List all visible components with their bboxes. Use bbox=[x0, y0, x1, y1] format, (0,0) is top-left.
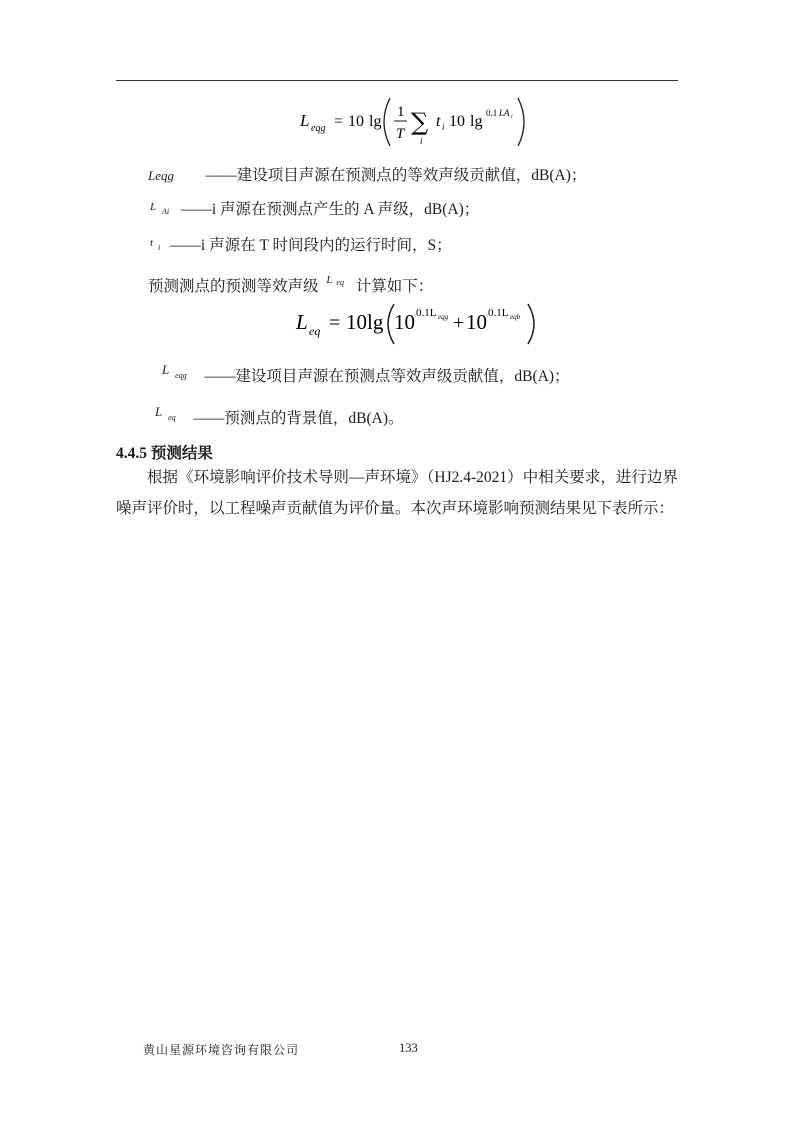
formula1-ten: 10 bbox=[348, 113, 364, 130]
formula-leq bbox=[290, 296, 550, 351]
calc-intro bbox=[148, 274, 433, 296]
def2-leq-row bbox=[155, 406, 404, 428]
def-leqg-row bbox=[148, 163, 586, 185]
formula1-left-paren bbox=[384, 98, 390, 146]
def-ti-text: ——i 声源在 T 时间段内的运行时间，S； bbox=[169, 237, 452, 254]
section-heading bbox=[116, 441, 213, 463]
formula1-lg: lg bbox=[369, 113, 382, 130]
formula1-lhs: L bbox=[300, 111, 310, 130]
formula2-eq: = bbox=[329, 312, 341, 334]
calc-intro-after: 计算如下： bbox=[355, 278, 434, 295]
formula1-exp-l: LA bbox=[499, 108, 510, 118]
def2-leq-text: ——预测点的背景值，dB(A)。 bbox=[193, 410, 404, 427]
def-ti-symbol: t bbox=[150, 237, 154, 249]
formula2-base1: 10 bbox=[394, 310, 415, 334]
formula1-exp: 0.1 bbox=[486, 108, 498, 118]
formula2-base2: 10 bbox=[466, 310, 487, 334]
formula2-exp1-sub: eqg bbox=[438, 313, 449, 321]
def2-leqg-row bbox=[162, 364, 570, 386]
section-title: 预测结果 bbox=[150, 445, 213, 462]
formula1-sigma: ∑ bbox=[411, 108, 429, 136]
def-ti-sub: i bbox=[157, 243, 161, 252]
formula1-sigma-sub: i bbox=[420, 136, 423, 146]
def-ti-row bbox=[150, 233, 452, 255]
formula2-exp2: 0.1L bbox=[488, 307, 509, 319]
footer-page-number: 133 bbox=[399, 1041, 418, 1055]
formula-leqg-svg bbox=[290, 92, 540, 152]
formula2-lhs-sub: eq bbox=[309, 324, 321, 338]
formula1-ten2: 10 bbox=[449, 113, 465, 130]
def-leqg-symbol: Leqg bbox=[148, 168, 174, 183]
formula1-t-sub: i bbox=[442, 122, 445, 132]
formula2-exp2-sub: eqb bbox=[510, 313, 521, 321]
def-lai-text: ——i 声源在预测点产生的 A 声级，dB(A)； bbox=[180, 201, 480, 218]
formula1-right-paren bbox=[518, 98, 524, 146]
calc-intro-sub: eq bbox=[336, 278, 344, 287]
formula2-plus: + bbox=[453, 312, 465, 334]
formula2-right-paren bbox=[528, 304, 534, 344]
def2-leqg-symbol: L bbox=[162, 362, 170, 377]
def-leqg-text: ——建设项目声源在预测点的等效声级贡献值，dB(A)； bbox=[205, 167, 587, 184]
formula2-tenlg: 10lg bbox=[346, 310, 384, 334]
calc-intro-before: 预测测点的预测等效声级 bbox=[148, 278, 319, 295]
formula1-t: t bbox=[436, 113, 441, 130]
formula-leqg bbox=[290, 92, 540, 157]
formula1-lg2: lg bbox=[470, 113, 483, 130]
footer-company: 黄山星源环境咨询有限公司 bbox=[143, 1043, 300, 1057]
def2-leq-symbol: L bbox=[155, 404, 163, 419]
header-rule bbox=[116, 80, 678, 81]
section-number: 4.4.5 bbox=[116, 445, 147, 462]
def-lai-symbol: L bbox=[150, 201, 157, 213]
formula1-lhs-sub: eqg bbox=[311, 123, 326, 134]
body-paragraph: 根据《环境影响评价技术导则—声环境》（HJ2.4-2021）中相关要求，进行边界噪声评价时，以工程噪声贡献值为评价量。本次声环境影响预测结果见下表所示： bbox=[116, 469, 678, 517]
formula1-frac-num: 1 bbox=[397, 104, 405, 120]
formula2-lhs: L bbox=[296, 310, 308, 334]
def-lai-sub: Ai bbox=[162, 207, 170, 216]
formula1-frac-den: T bbox=[396, 126, 405, 142]
formula-leq-svg bbox=[290, 296, 550, 346]
formula2-exp1: 0.1L bbox=[416, 307, 437, 319]
def2-leqg-sub: eqg bbox=[175, 371, 187, 380]
calc-intro-symbol: L bbox=[326, 274, 333, 286]
formula1-exp-sub: i bbox=[511, 114, 513, 120]
formula1-eq: = bbox=[334, 113, 344, 130]
def2-leq-sub: eq bbox=[168, 413, 176, 422]
def2-leqg-text: ——建设项目声源在预测点等效声级贡献值，dB(A)； bbox=[204, 368, 570, 385]
def-lai-row bbox=[150, 197, 479, 219]
